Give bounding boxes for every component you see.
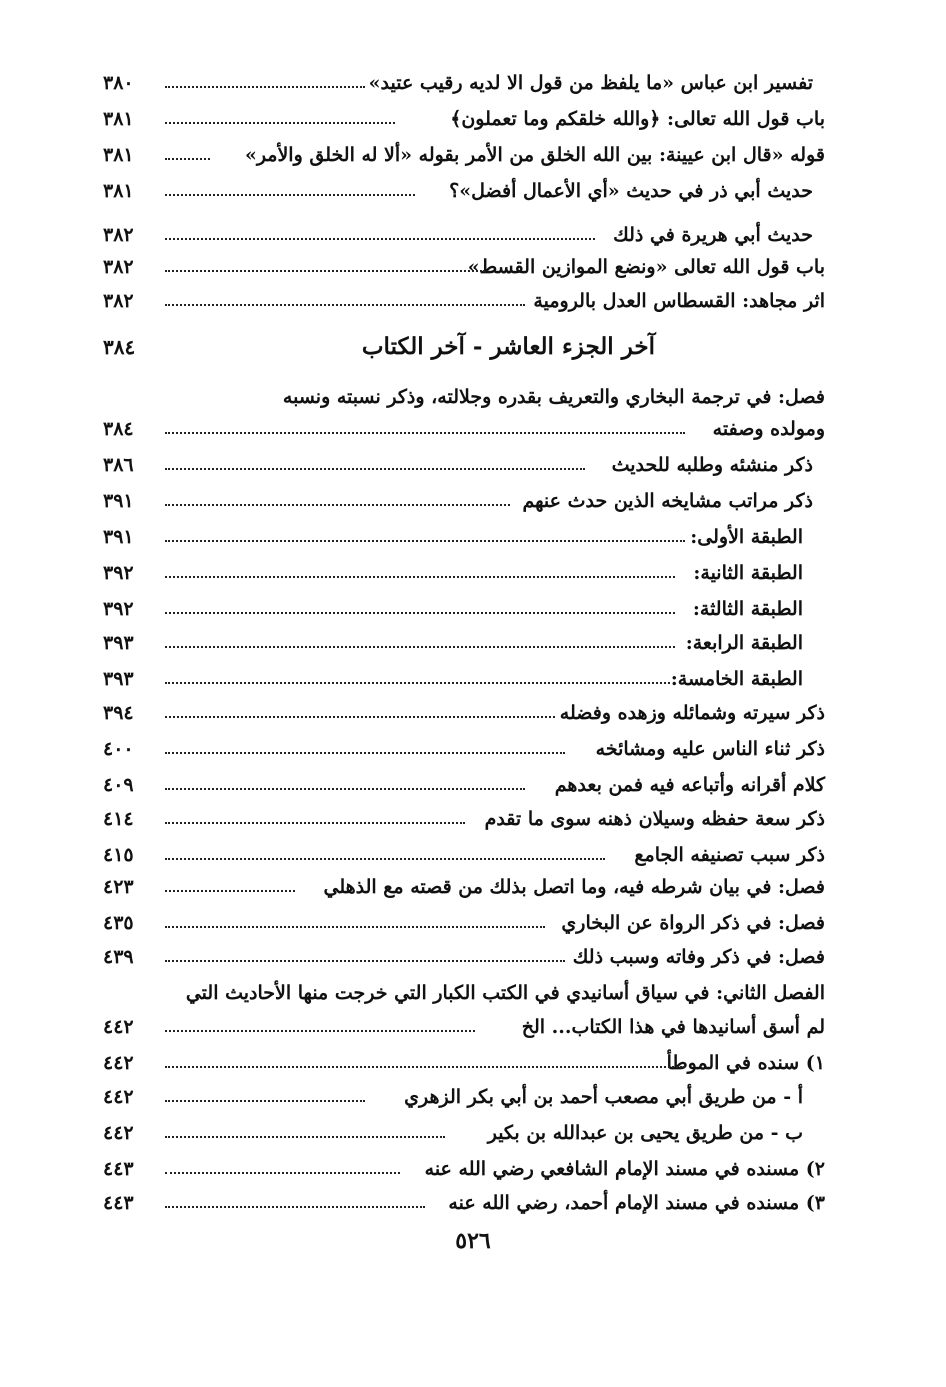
entry-text: ومولده وصفته bbox=[712, 418, 825, 440]
leader-dots bbox=[165, 158, 210, 160]
index-entry bbox=[95, 662, 825, 696]
index-entry bbox=[95, 412, 825, 446]
index-entry bbox=[95, 250, 825, 284]
index-entry bbox=[95, 218, 825, 252]
leader-dots bbox=[165, 1030, 475, 1032]
index-entry bbox=[95, 1010, 825, 1044]
leader-dots bbox=[165, 238, 595, 240]
leader-dots bbox=[165, 682, 670, 684]
index-entry bbox=[95, 102, 825, 136]
index-entry bbox=[95, 592, 825, 626]
leader-dots bbox=[165, 270, 485, 272]
leader-dots bbox=[165, 304, 525, 306]
index-entry bbox=[95, 906, 825, 940]
entry-page: ٤٣٥ bbox=[103, 912, 134, 934]
index-entry bbox=[95, 484, 825, 518]
entry-page: ٣٩٣ bbox=[103, 632, 134, 654]
entry-page: ٤٠٩ bbox=[103, 774, 134, 796]
leader-dots bbox=[165, 576, 675, 578]
index-entry bbox=[95, 1080, 825, 1114]
entry-text: باب قول الله تعالى: ﴿والله خلقكم وما تعملون﴾ bbox=[450, 108, 825, 130]
leader-dots bbox=[165, 612, 675, 614]
index-entry bbox=[95, 174, 825, 208]
index-entry bbox=[95, 768, 825, 802]
index-entry bbox=[95, 66, 825, 100]
entry-page: ٤١٤ bbox=[103, 808, 134, 830]
index-entry bbox=[95, 1186, 825, 1220]
leader-dots bbox=[165, 822, 465, 824]
entry-page: ٣٨١ bbox=[103, 144, 134, 166]
leader-dots bbox=[165, 1206, 425, 1208]
index-entry bbox=[95, 556, 825, 590]
entry-text: ذكر سعة حفظه وسيلان ذهنه سوى ما تقدم bbox=[484, 808, 825, 830]
fasl-second-line1: الفصل الثاني: في سياق أسانيدي في الكتب الكبار التي خرجت منها الأحاديث التي bbox=[185, 982, 825, 1004]
entry-text: ٢) مسنده في مسند الإمام الشافعي رضي الله عنه bbox=[424, 1158, 825, 1180]
leader-dots bbox=[165, 1066, 685, 1068]
entry-text: الطبقة الثالثة: bbox=[692, 598, 803, 620]
leader-dots bbox=[165, 468, 585, 470]
entry-text: ذكر سيرته وشمائله وزهده وفضله bbox=[559, 702, 825, 724]
index-entry bbox=[95, 696, 825, 730]
entry-page: ٣٨٢ bbox=[103, 256, 134, 278]
entry-page: ٣٩١ bbox=[103, 526, 134, 548]
leader-dots bbox=[165, 122, 395, 124]
leader-dots bbox=[165, 1100, 365, 1102]
entry-text: قوله «قال ابن عيينة: بين الله الخلق من الأمر بقوله «ألا له الخلق والأمر» bbox=[244, 144, 825, 166]
index-entry bbox=[95, 838, 825, 872]
entry-text: ذكر مراتب مشايخه الذين حدث عنهم bbox=[522, 490, 813, 512]
leader-dots bbox=[165, 540, 685, 542]
entry-page: ٣٨١ bbox=[103, 180, 134, 202]
entry-page: ٣٨٠ bbox=[103, 72, 134, 94]
entry-text: فصل: في ذكر وفاته وسبب ذلك bbox=[572, 946, 825, 968]
index-entry bbox=[95, 138, 825, 172]
entry-text: باب قول الله تعالى «ونضع الموازين القسط» bbox=[467, 256, 825, 278]
entry-page: ٤٤٢ bbox=[103, 1052, 134, 1074]
entry-text: حديث أبي ذر في حديث «أي الأعمال أفضل»؟ bbox=[449, 180, 813, 202]
index-entry bbox=[95, 870, 825, 904]
entry-text: أ - من طريق أبي مصعب أحمد بن أبي بكر الزهري bbox=[404, 1086, 803, 1108]
entry-text: الطبقة الأولى: bbox=[690, 526, 803, 548]
entry-page: ٤٣٩ bbox=[103, 946, 134, 968]
leader-dots bbox=[165, 752, 565, 754]
entry-page: ٣٨٤ bbox=[103, 418, 134, 440]
entry-text: حديث أبي هريرة في ذلك bbox=[613, 224, 813, 246]
leader-dots bbox=[165, 504, 510, 506]
entry-page: ٣٩٣ bbox=[103, 668, 134, 690]
index-entry bbox=[95, 448, 825, 482]
index-entry bbox=[95, 284, 825, 318]
entry-text: كلام أقرانه وأتباعه فيه فمن بعدهم bbox=[554, 774, 825, 796]
leader-dots bbox=[165, 788, 525, 790]
entry-text: فصل: في ذكر الرواة عن البخاري bbox=[561, 912, 825, 934]
entry-page: ٤٤٣ bbox=[103, 1158, 134, 1180]
entry-page: ٤٠٠ bbox=[103, 738, 134, 760]
entry-page: ٣٩٢ bbox=[103, 562, 134, 584]
entry-page: ٤١٥ bbox=[103, 844, 134, 866]
entry-page: ٤٤٢ bbox=[103, 1122, 134, 1144]
index-entry bbox=[95, 626, 825, 660]
leader-dots bbox=[165, 1136, 445, 1138]
index-entry bbox=[95, 1152, 825, 1186]
entry-page: ٣٩٢ bbox=[103, 598, 134, 620]
entry-text: اثر مجاهد: القسطاس العدل بالرومية bbox=[533, 290, 825, 312]
index-entry bbox=[95, 940, 825, 974]
fasl-intro-line1: فصل: في ترجمة البخاري والتعريف بقدره وجلالته، وذكر نسبته ونسبه bbox=[282, 386, 825, 408]
entry-text: الطبقة الثانية: bbox=[693, 562, 803, 584]
entry-page: ٣٨٢ bbox=[103, 290, 134, 312]
entry-text: ب - من طريق يحيى بن عبدالله بن بكير bbox=[487, 1122, 803, 1144]
section-heading bbox=[95, 330, 825, 364]
heading-page: ٣٨٤ bbox=[103, 335, 136, 359]
entry-page: ٣٨٦ bbox=[103, 454, 134, 476]
index-entry bbox=[95, 1116, 825, 1150]
entry-text: ٣) مسنده في مسند الإمام أحمد، رضي الله عنه bbox=[448, 1192, 825, 1214]
entry-text: ذكر ثناء الناس عليه ومشائخه bbox=[595, 738, 825, 760]
leader-dots bbox=[165, 716, 555, 718]
leader-dots bbox=[165, 86, 365, 88]
index-entry bbox=[95, 802, 825, 836]
leader-dots bbox=[165, 858, 605, 860]
entry-text: ذكر سبب تصنيفه الجامع bbox=[634, 844, 825, 866]
leader-dots bbox=[165, 646, 675, 648]
entry-text: ذكر منشئه وطلبه للحديث bbox=[611, 454, 813, 476]
entry-text: لم أسق أسانيدها في هذا الكتاب... الخ bbox=[521, 1016, 825, 1038]
leader-dots bbox=[165, 890, 295, 892]
entry-text: ١) سنده في الموطأ bbox=[666, 1052, 825, 1074]
index-entry bbox=[95, 520, 825, 554]
leader-dots bbox=[165, 926, 545, 928]
leader-dots bbox=[165, 960, 565, 962]
leader-dots bbox=[165, 432, 685, 434]
leader-dots bbox=[165, 1172, 400, 1174]
entry-page: ٣٩٤ bbox=[103, 702, 134, 724]
entry-page: ٣٨١ bbox=[103, 108, 134, 130]
leader-dots bbox=[165, 194, 415, 196]
heading-text: آخر الجزء العاشر - آخر الكتاب bbox=[361, 333, 655, 360]
entry-page: ٣٨٢ bbox=[103, 224, 134, 246]
page-number: ٥٢٦ bbox=[455, 1228, 491, 1254]
entry-text: الطبقة الرابعة: bbox=[685, 632, 803, 654]
entry-page: ٣٩١ bbox=[103, 490, 134, 512]
entry-text: الطبقة الخامسة: bbox=[670, 668, 803, 690]
index-entry bbox=[95, 1046, 825, 1080]
entry-text: تفسير ابن عباس «ما يلفظ من قول الا لديه رقيب عتيد» bbox=[368, 72, 813, 94]
entry-text: فصل: في بيان شرطه فيه، وما اتصل بذلك من قصته مع الذهلي bbox=[323, 876, 825, 898]
entry-page: ٤٢٣ bbox=[103, 876, 134, 898]
entry-page: ٤٤٣ bbox=[103, 1192, 134, 1214]
entry-page: ٤٤٢ bbox=[103, 1016, 134, 1038]
entry-page: ٤٤٢ bbox=[103, 1086, 134, 1108]
index-entry bbox=[95, 732, 825, 766]
